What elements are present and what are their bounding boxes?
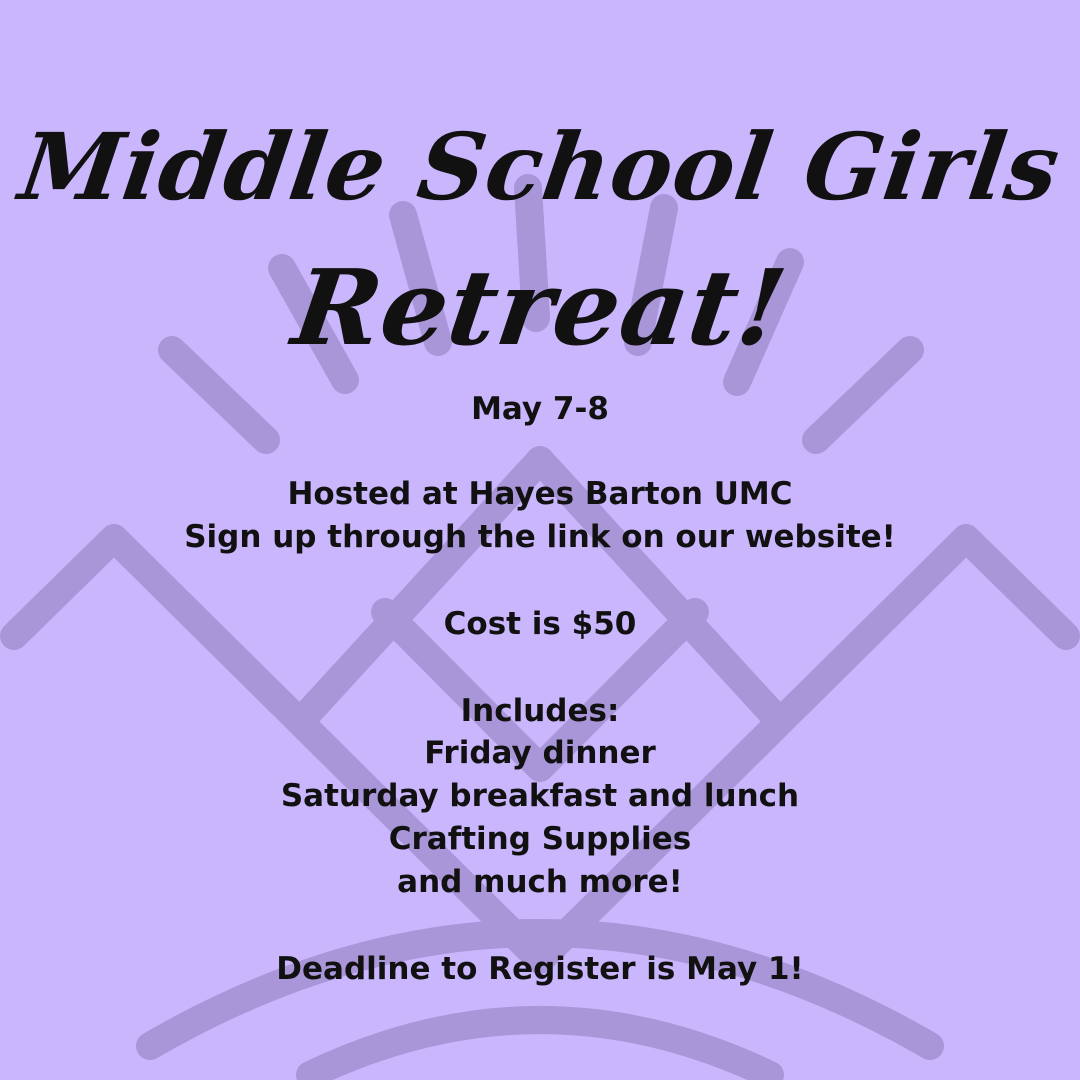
includes-heading: Includes: (460, 693, 620, 729)
includes-item: and much more! (397, 864, 683, 900)
title-line-2: Retreat! (286, 246, 795, 369)
event-dates: May 7-8 (471, 391, 609, 427)
includes-item: Friday dinner (424, 735, 656, 771)
signup-instructions: Sign up through the link on our website! (184, 519, 896, 555)
includes-item: Crafting Supplies (388, 821, 692, 857)
host-location: Hosted at Hayes Barton UMC (287, 476, 793, 512)
includes-item: Saturday breakfast and lunch (280, 778, 800, 814)
cost: Cost is $50 (443, 606, 637, 642)
title-line-1: Middle School Girls (13, 113, 1067, 221)
registration-deadline: Deadline to Register is May 1! (276, 951, 804, 987)
